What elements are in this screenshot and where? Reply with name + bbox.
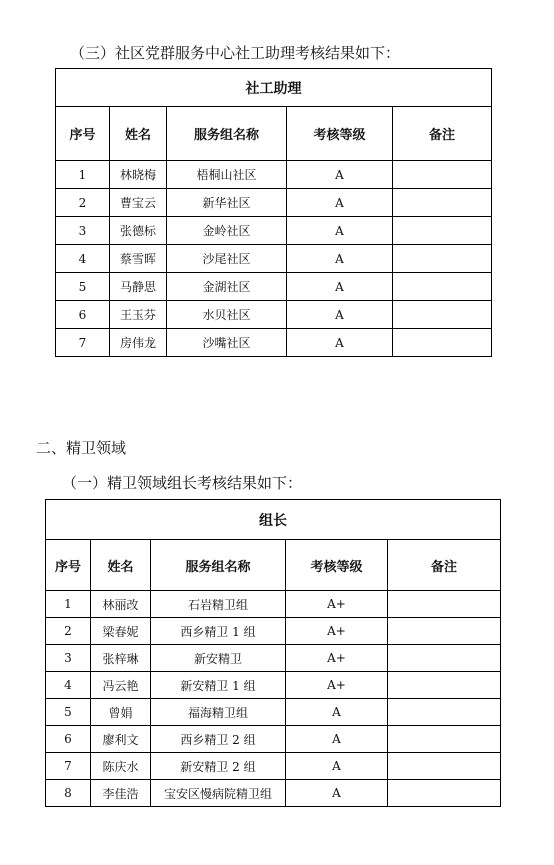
remark-cell <box>388 618 501 645</box>
table-header-row <box>46 540 501 591</box>
column-header: 姓名 <box>110 107 167 161</box>
row-number-cell: 1 <box>46 591 91 618</box>
remark-cell <box>388 780 501 807</box>
name-cell: 房伟龙 <box>110 329 167 357</box>
group-name-cell: 新安精卫 <box>151 645 286 672</box>
row-number-cell: 6 <box>56 301 110 329</box>
row-number-cell: 8 <box>46 780 91 807</box>
table-row <box>46 780 501 807</box>
name-cell: 马静思 <box>110 273 167 301</box>
row-number-cell: 3 <box>56 217 110 245</box>
row-number-cell: 2 <box>56 189 110 217</box>
remark-cell <box>388 753 501 780</box>
name-cell: 曹宝云 <box>110 189 167 217</box>
table-row <box>46 699 501 726</box>
remark-cell <box>393 301 492 329</box>
name-cell: 李佳浩 <box>91 780 151 807</box>
group-name-cell: 石岩精卫组 <box>151 591 286 618</box>
row-number-cell: 6 <box>46 726 91 753</box>
remark-cell <box>388 672 501 699</box>
name-cell: 陈庆水 <box>91 753 151 780</box>
group-name-cell: 西乡精卫 1 组 <box>151 618 286 645</box>
table-row <box>56 273 492 301</box>
remark-cell <box>388 645 501 672</box>
table-row <box>46 618 501 645</box>
row-number-cell: 7 <box>46 753 91 780</box>
column-header: 姓名 <box>91 540 151 591</box>
group-name-cell: 福海精卫组 <box>151 699 286 726</box>
remark-cell <box>388 726 501 753</box>
name-cell: 林晓梅 <box>110 161 167 189</box>
grade-cell: A <box>287 161 393 189</box>
remark-cell <box>393 245 492 273</box>
row-number-cell: 1 <box>56 161 110 189</box>
group-name-cell: 沙嘴社区 <box>167 329 287 357</box>
table-row <box>46 645 501 672</box>
grade-cell: A <box>287 245 393 273</box>
group-name-cell: 新安精卫 1 组 <box>151 672 286 699</box>
table-row <box>46 726 501 753</box>
table-row <box>56 301 492 329</box>
table-header-row <box>56 107 492 161</box>
table-row <box>56 245 492 273</box>
grade-cell: A <box>287 273 393 301</box>
table-row <box>56 189 492 217</box>
remark-cell <box>393 329 492 357</box>
table-row <box>46 672 501 699</box>
table-row <box>46 591 501 618</box>
table-row <box>56 217 492 245</box>
row-number-cell: 5 <box>46 699 91 726</box>
column-header: 备注 <box>388 540 501 591</box>
name-cell: 张德标 <box>110 217 167 245</box>
name-cell: 曾娟 <box>91 699 151 726</box>
name-cell: 冯云艳 <box>91 672 151 699</box>
row-number-cell: 4 <box>46 672 91 699</box>
group-name-cell: 西乡精卫 2 组 <box>151 726 286 753</box>
remark-cell <box>393 189 492 217</box>
section-heading-mental-health: 二、精卫领域 <box>36 439 127 457</box>
remark-cell <box>388 591 501 618</box>
grade-cell: A <box>287 217 393 245</box>
table-row <box>56 161 492 189</box>
row-number-cell: 5 <box>56 273 110 301</box>
row-number-cell: 4 <box>56 245 110 273</box>
column-header: 序号 <box>46 540 91 591</box>
column-header: 考核等级 <box>287 107 393 161</box>
grade-cell: A+ <box>286 618 388 645</box>
grade-cell: A <box>286 699 388 726</box>
social-assistant-table <box>55 68 492 357</box>
column-header: 服务组名称 <box>151 540 286 591</box>
column-header: 服务组名称 <box>167 107 287 161</box>
grade-cell: A <box>287 301 393 329</box>
row-number-cell: 3 <box>46 645 91 672</box>
group-name-cell: 沙尾社区 <box>167 245 287 273</box>
grade-cell: A+ <box>286 591 388 618</box>
group-name-cell: 宝安区慢病院精卫组 <box>151 780 286 807</box>
subsection-heading-team-leader: （一）精卫领域组长考核结果如下： <box>62 474 303 492</box>
row-number-cell: 7 <box>56 329 110 357</box>
name-cell: 蔡雪晖 <box>110 245 167 273</box>
group-name-cell: 金湖社区 <box>167 273 287 301</box>
grade-cell: A <box>286 780 388 807</box>
row-number-cell: 2 <box>46 618 91 645</box>
remark-cell <box>388 699 501 726</box>
table-row <box>56 329 492 357</box>
group-name-cell: 新安精卫 2 组 <box>151 753 286 780</box>
column-header: 考核等级 <box>286 540 388 591</box>
remark-cell <box>393 161 492 189</box>
column-header: 序号 <box>56 107 110 161</box>
remark-cell <box>393 217 492 245</box>
table-title: 社工助理 <box>56 69 492 107</box>
grade-cell: A <box>287 189 393 217</box>
section-heading-social-assistant: （三）社区党群服务中心社工助理考核结果如下： <box>70 44 401 62</box>
grade-cell: A+ <box>286 645 388 672</box>
name-cell: 王玉芬 <box>110 301 167 329</box>
grade-cell: A <box>287 329 393 357</box>
column-header: 备注 <box>393 107 492 161</box>
group-name-cell: 新华社区 <box>167 189 287 217</box>
group-name-cell: 金岭社区 <box>167 217 287 245</box>
grade-cell: A <box>286 726 388 753</box>
team-leader-table <box>45 499 501 807</box>
group-name-cell: 梧桐山社区 <box>167 161 287 189</box>
name-cell: 廖利文 <box>91 726 151 753</box>
grade-cell: A <box>286 753 388 780</box>
name-cell: 梁春妮 <box>91 618 151 645</box>
name-cell: 张梓琳 <box>91 645 151 672</box>
remark-cell <box>393 273 492 301</box>
table-row <box>46 753 501 780</box>
grade-cell: A+ <box>286 672 388 699</box>
group-name-cell: 水贝社区 <box>167 301 287 329</box>
table-title: 组长 <box>46 500 501 540</box>
name-cell: 林丽改 <box>91 591 151 618</box>
